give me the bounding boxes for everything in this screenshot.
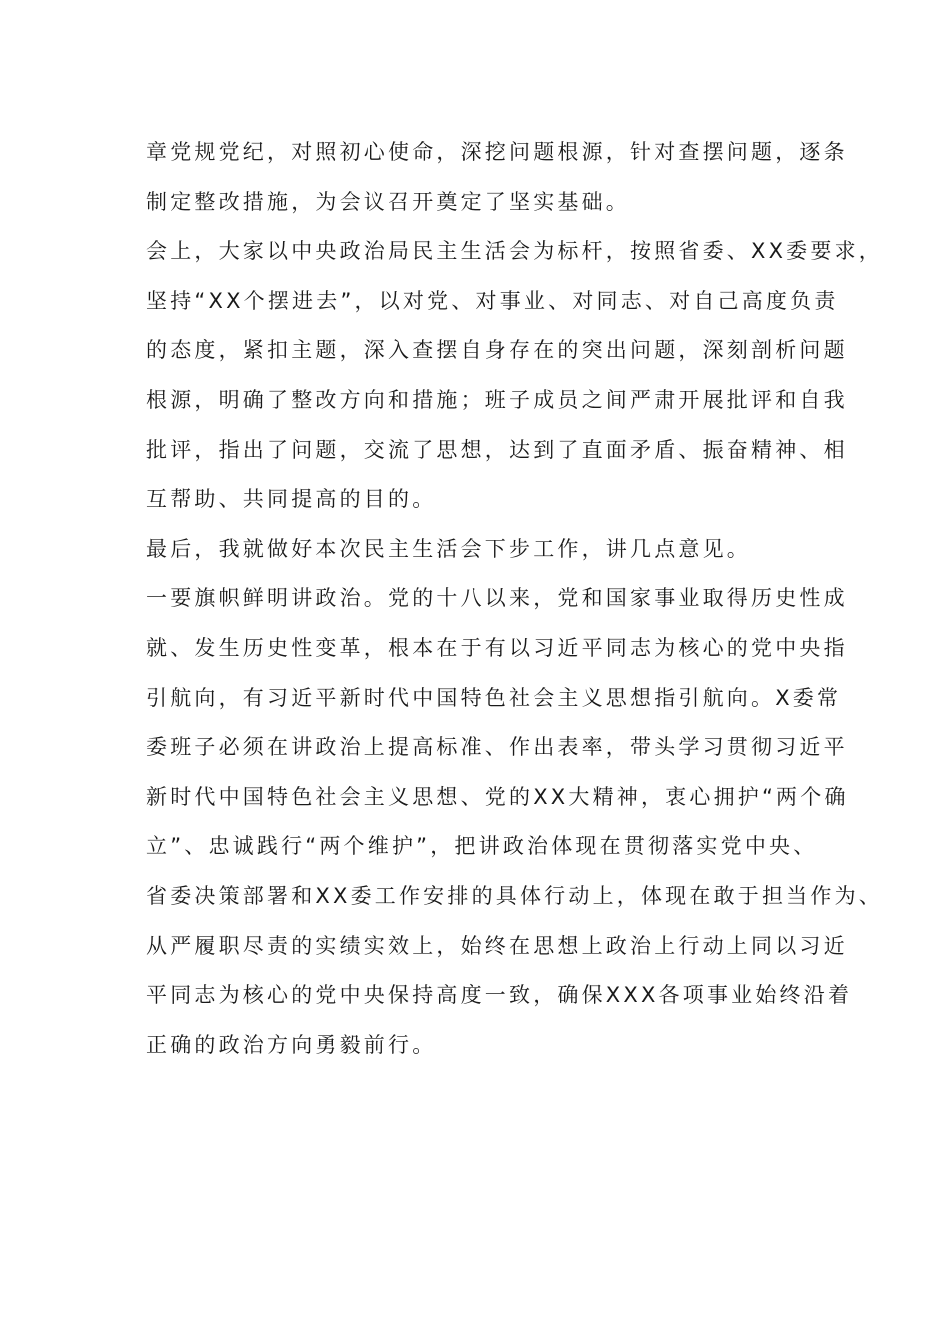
text-line: 平同志为核心的党中央保持高度一致，确保XXX各项事业始终沿着 — [146, 983, 853, 1008]
text-line: 一要旗帜鲜明讲政治。党的十八以来，党和国家事业取得历史性成 — [146, 586, 848, 611]
text-line: 正确的政治方向勇毅前行。 — [146, 1032, 437, 1057]
text-line: 引航向，有习近平新时代中国特色社会主义思想指引航向。X委常 — [146, 685, 842, 710]
text-line: 省委决策部署和XX委工作安排的具体行动上，体现在敢于担当作为、 — [146, 883, 883, 908]
text-line: 互帮助、共同提高的目的。 — [146, 487, 437, 512]
document-body — [146, 128, 883, 1070]
text-line: 章党规党纪，对照初心使命，深挖问题根源，针对查摆问题，逐条 — [146, 140, 848, 164]
text-line: 的态度，紧扣主题，深入查摆自身存在的突出问题，深刻剖析问题 — [146, 338, 848, 363]
text-line: 就、发生历史性变革，根本在于有以习近平同志为核心的党中央指 — [146, 635, 848, 660]
text-line: 委班子必须在讲政治上提高标准、作出表率，带头学习贯彻习近平 — [146, 735, 848, 760]
text-line: 会上，大家以中央政治局民主生活会为标杆，按照省委、XX委要求， — [146, 239, 883, 264]
text-line: 从严履职尽责的实绩实效上，始终在思想上政治上行动上同以习近 — [146, 933, 848, 958]
text-line: 最后，我就做好本次民主生活会下步工作，讲几点意见。 — [146, 536, 751, 561]
text-line: 批评，指出了问题，交流了思想，达到了直面矛盾、振奋精神、相 — [146, 437, 848, 462]
text-line: 新时代中国特色社会主义思想、党的XX大精神，衷心拥护“两个确 — [146, 784, 849, 809]
text-line: 制定整改措施，为会议召开奠定了坚实基础。 — [146, 189, 630, 214]
text-line: 根源，明确了整改方向和措施；班子成员之间严肃开展批评和自我 — [146, 387, 848, 412]
text-line: 立”、忠诚践行“两个维护”，把讲政治体现在贯彻落实党中央、 — [146, 834, 818, 859]
text-line: 坚持“XX个摆进去”，以对党、对事业、对同志、对自己高度负责 — [146, 288, 839, 313]
